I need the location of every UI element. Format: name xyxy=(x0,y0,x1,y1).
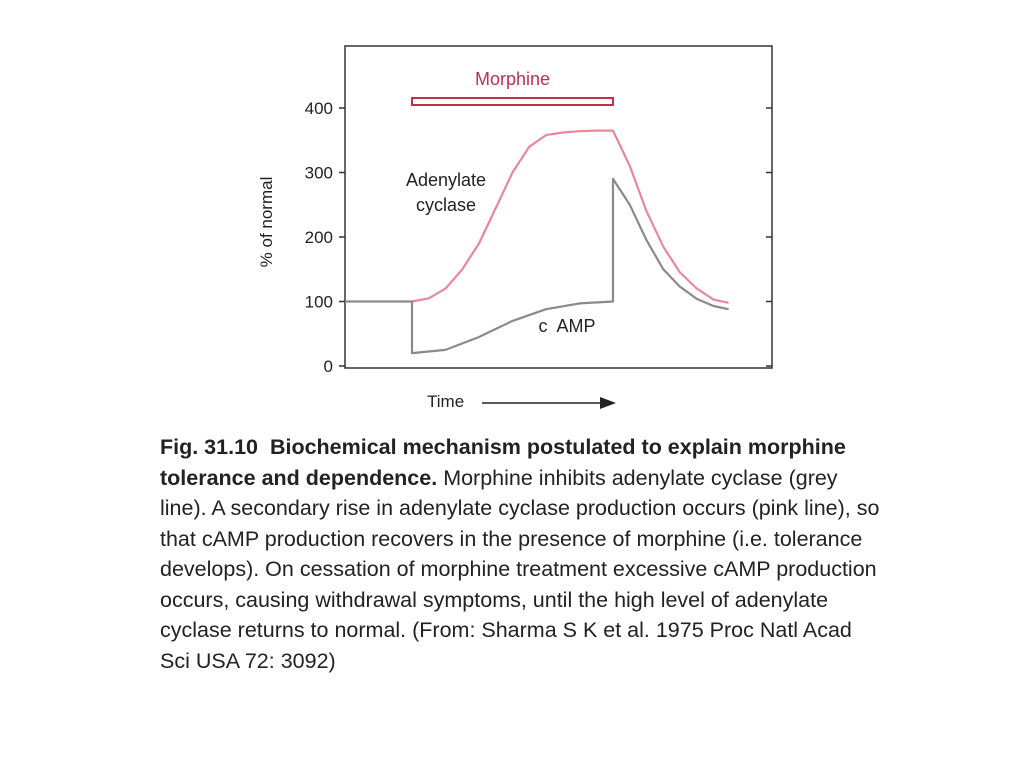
y-tick-label: 200 xyxy=(304,228,333,247)
y-axis-label: % of normal xyxy=(257,176,276,268)
adenylate-cyclase-label-line2: cyclase xyxy=(415,195,477,215)
morphine-bar xyxy=(412,98,613,105)
adenylate-cyclase-label-line1: Adenylate xyxy=(405,170,487,190)
y-tick-label: 300 xyxy=(304,163,333,183)
figure-body: Morphine inhibits adenylate cyclase (grey line). A secondary rise in adenylate cyclase production occurs (pink line), so that cAMP production recovers in the presence of morphine (i.e. tolerance develops). On cessation of morphine treatment excessive cAMP production occurs, causing withdrawal symptoms, until the high level of adenylate cyclase returns to normal. (From: Sharma S K et al. 1975 Proc Natl Acad Sci USA 72: 3092) xyxy=(160,465,880,673)
y-tick-label: 0 xyxy=(323,357,333,376)
time-arrow-head xyxy=(600,397,616,409)
figure-title: Biochemical mechanism postulated to explain morphine tolerance and dependence. xyxy=(160,435,846,490)
adenylate-cyclase-line xyxy=(412,131,729,303)
y-tick-label: 400 xyxy=(304,99,333,118)
cAMP-line xyxy=(345,179,729,353)
morphine-label: Morphine xyxy=(474,69,551,89)
series-lines xyxy=(345,131,729,354)
camp-label: c AMP xyxy=(538,316,596,336)
x-axis-label: Time xyxy=(427,392,465,411)
y-tick-label: 100 xyxy=(304,292,333,312)
figure-caption xyxy=(160,432,880,676)
figure-number: Fig. 31.10 xyxy=(160,435,258,459)
